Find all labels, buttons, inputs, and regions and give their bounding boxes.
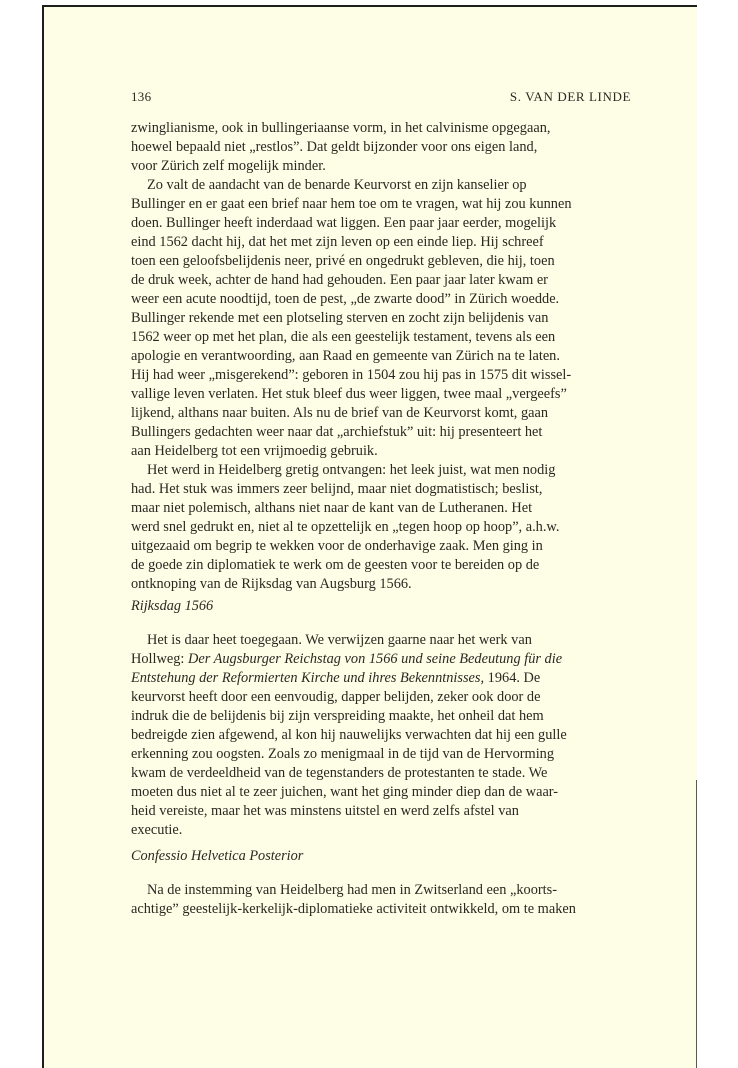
paragraph: Na de instemming van Heidelberg had men in Zwitserland een „koorts- achtige” geestelijk-kerkelijk-diplomatieke activiteit ontwikkeld, om te maken: [131, 882, 576, 917]
body-text-block-2: [131, 631, 631, 840]
book-title: Entstehung der Reformierten Kirche und ihres Bekenntnisses,: [131, 670, 485, 686]
body-text-block-1: [131, 119, 631, 594]
paragraph: Zo valt de aandacht van de benarde Keurvorst en zijn kanselier op Bullinger en er gaat een brief naar hem toe om te vragen, wat hij zou kunnen doen. Bullinger heeft inderdaad wat liggen. Een paar jaar eerder, mogelijk eind 1562 dacht hij, dat het met zijn leven op een einde liep. Hij schreef toen een geloofsbelijdenis neer, privé en ongedrukt gebleven, die hij, toen de druk week, achter de hand had gehouden. Een paar jaar later kwam er weer een acute noodtijd, toen de pest, „de zwarte dood” in Zürich woedde. Bullinger rekende met een plotseling sterven en zocht zijn belijdenis van 1562 weer op met het plan, die als een geestelijk testament, tevens als een apologie en verantwoording, aan Raad en gemeente van Zürich na te laten. Hij had weer „misgerekend”: geboren in 1504 zou hij pas in 1575 dit wissel- vallige leven verlaten. Het stuk bleef dus weer liggen, twee maal „vergeefs” lijkend, althans naar buiten. Als nu de brief van de Keurvorst komt, gaan Bullingers gedachten weer naar dat „archiefstuk” uit: hij presenteert het aan Heidelberg tot een vrijmoedig gebruik.: [131, 177, 572, 459]
paragraph: Het werd in Heidelberg gretig ontvangen: het leek juist, wat men nodig had. Het stuk was immers zeer belijnd, maar niet dogmatistisch; beslist, maar niet polemisch, althans niet naar de kant van de Lutheranen. Het werd snel gedrukt en, niet al te opzettelijk en „tegen hoop op hoop”, a.h.w. uitgezaaid om begrip te wekken voor de onderhavige zaak. Men ging in de goede zin diplomatiek te werk om de geesten voor te bereiden op de ontknoping van de Rijksdag van Augsburg 1566.: [131, 462, 560, 592]
section-heading-rijksdag: Rijksdag 1566: [131, 598, 214, 614]
body-text-block-3: [131, 881, 631, 919]
page-edge-line: [696, 780, 697, 1068]
running-head: S. VAN DER LINDE: [509, 89, 631, 104]
section-heading-confessio: Confessio Helvetica Posterior: [131, 848, 304, 864]
book-title: Der Augsburger Reichstag von 1566 und seine Bedeutung für die: [187, 651, 563, 667]
paragraph: zwinglianisme, ook in bullingeriaanse vorm, in het calvinisme opgegaan, hoewel bepaald niet „restlos”. Dat geldt bijzonder voor ons eigen land, voor Zürich zelf mogelijk minder.: [131, 120, 551, 174]
paragraph: Het is daar heet toegegaan. We verwijzen gaarne naar het werk van Hollweg: Der Augsburger Reichstag von 1566 und seine Bedeutung für die Entstehung der Reformierten Kirche und ihres Bekenntnisses, 1964. De keurvorst heeft door een eenvoudig, dapper belijden, zeker ook door de indruk die de belijdenis bij zijn verspreiding maakte, het onheil dat hem bedreigde zien afgewend, al kon hij nauwelijks verwachten dat hij een gulle erkenning zou oogsten. Zoals zo menigmaal in de tijd van de Hervorming kwam de verdeeldheid van de tegenstanders de protestanten te stade. We moeten dus niet al te zeer juichen, want het ging minder diep dan de waar- heid vereiste, maar het was minstens uitstel en werd zelfs afstel van executie.: [131, 632, 567, 838]
page-number: 136: [131, 89, 152, 104]
